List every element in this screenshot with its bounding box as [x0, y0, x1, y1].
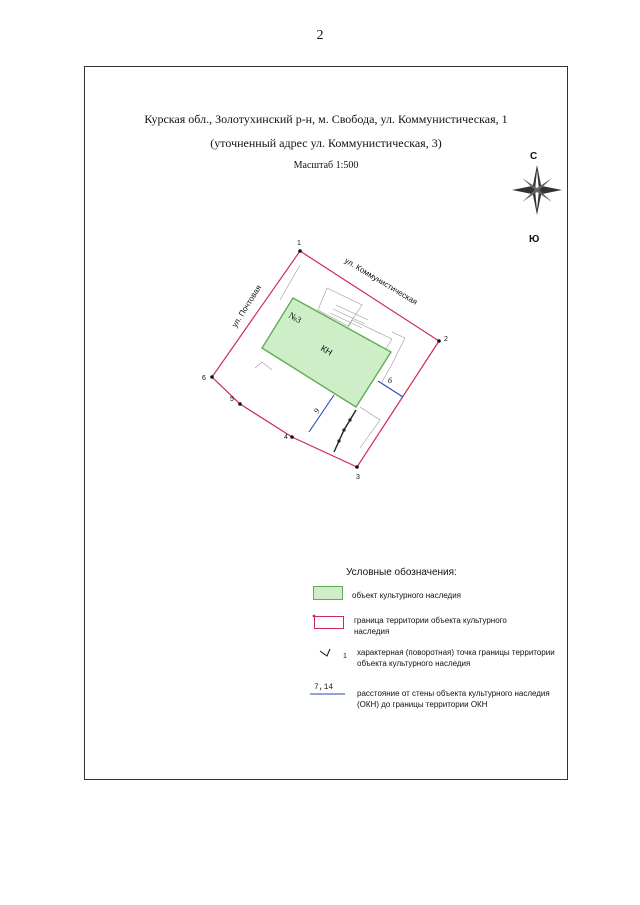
point-label-3: 3	[356, 474, 360, 481]
point-label-2: 2	[444, 336, 448, 343]
street-label-communist: ул. Коммунистическая	[342, 255, 419, 307]
legend-point-text: характерная (поворотная) точка границы территории объекта культурного наследия	[357, 648, 555, 668]
point-label-1: 1	[297, 240, 301, 247]
point-label-5: 5	[230, 396, 234, 403]
compass-south-label: Ю	[529, 234, 540, 245]
legend-border-swatch	[314, 616, 344, 629]
legend-border-text: граница территории объекта культурного наследия	[354, 616, 507, 636]
point-label-6: 6	[202, 375, 206, 382]
page-number: 2	[316, 28, 324, 43]
map-title: Курская обл., Золотухинский р-н, м. Свобода, ул. Коммунистическая, 1	[144, 112, 508, 126]
building-number: №3	[287, 310, 304, 326]
building-label: КН	[319, 343, 335, 358]
legend-point-icon	[320, 649, 330, 656]
compass-north-label: С	[530, 151, 538, 162]
legend-point-marker: 1	[343, 653, 347, 660]
distance-label-south: 9	[311, 407, 322, 415]
legend-heritage-text: объект культурного наследия	[352, 591, 461, 600]
distance-label-east: 6	[388, 376, 392, 385]
legend-distance-sample: 7,14	[314, 683, 334, 692]
legend-heritage-swatch	[313, 586, 343, 600]
map-scale: Масштаб 1:500	[293, 160, 359, 171]
distance-line-south	[309, 395, 334, 432]
street-label-pochtovaya: ул. Почтовая	[230, 283, 264, 330]
point-label-4: 4	[284, 434, 288, 441]
compass-rose-icon	[512, 165, 562, 215]
legend-title: Условные обозначения:	[346, 567, 457, 578]
legend-distance-text: расстояние от стены объекта культурного наследия (ОКН) до границы территории ОКН	[357, 689, 550, 709]
map-subtitle: (уточненный адрес ул. Коммунистическая, 3)	[210, 136, 442, 150]
